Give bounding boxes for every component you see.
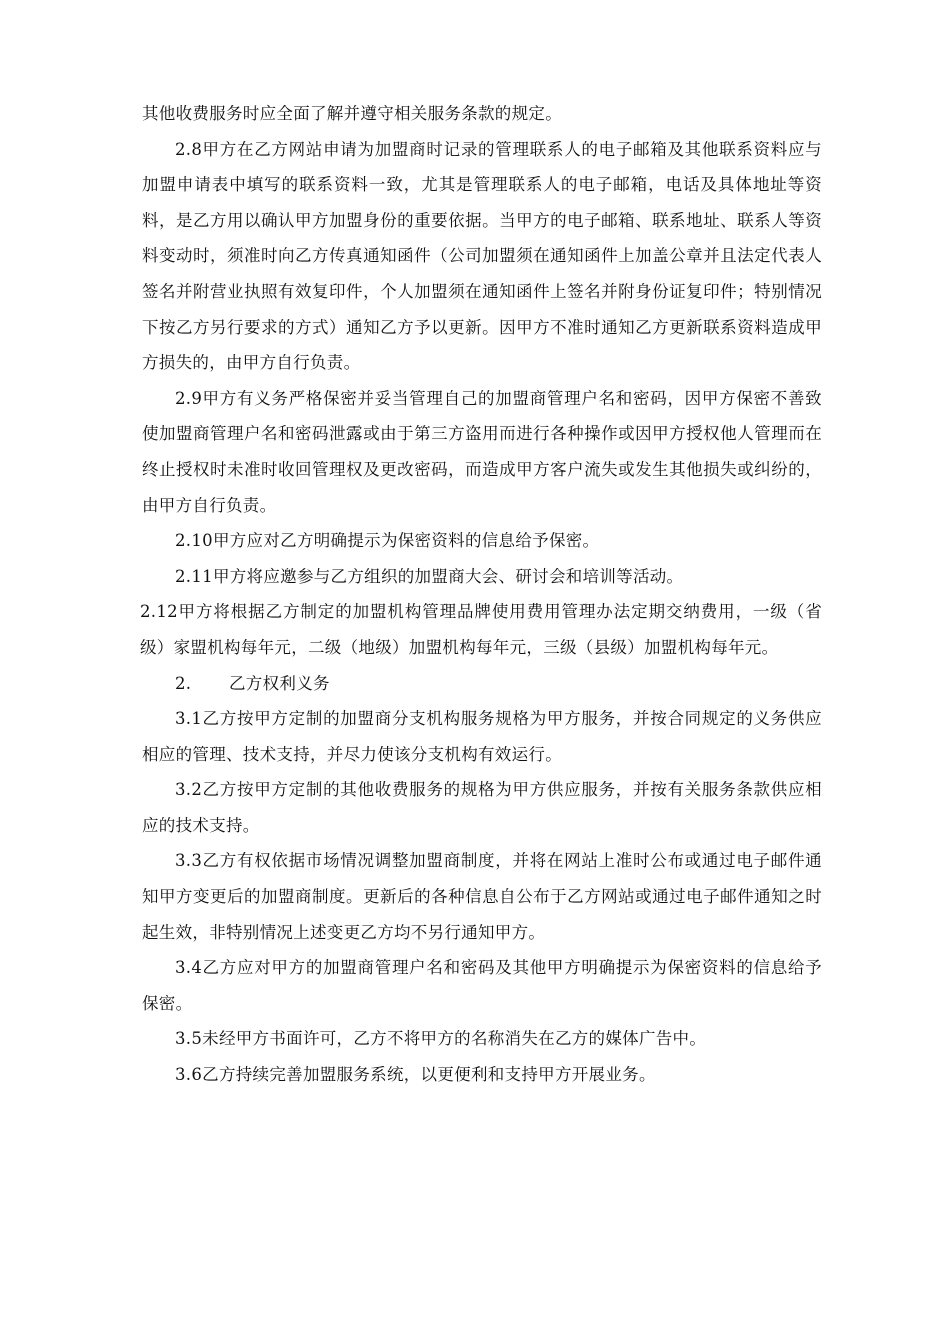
section-heading-party-b — [142, 666, 822, 702]
clause-3-6: 3.6乙方持续完善加盟服务系统，以更便利和支持甲方开展业务。 — [175, 1065, 656, 1085]
clause-2-11: 2.11甲方将应邀参与乙方组织的加盟商大会、研讨会和培训等活动。 — [175, 566, 684, 586]
section-title: 乙方权利义务 — [229, 673, 330, 693]
clause-2-8: 2.8甲方在乙方网站申请为加盟商时记录的管理联系人的电子邮箱及其他联系资料应与加盟申请表中填写的联系资料一致，尤其是管理联系人的电子邮箱，电话及具体地址等资料，是乙方用以确认甲方加盟身份的重要依据。当甲方的电子邮箱、联系地址、联系人等资料变动时，须准时向乙方传真通知函件（公司加盟须在通知函件上加盖公章并且法定代表人签名并附营业执照有效复印件，个人加盟须在通知函件上签名并附身份证复印件；特别情况下按乙方另行要求的方式）通知乙方予以更新。因甲方不准时通知乙方更新联系资料造成甲方损失的，由甲方自行负责。 — [142, 139, 822, 373]
clause-3-5: 3.5未经甲方书面许可，乙方不将甲方的名称消失在乙方的媒体广告中。 — [175, 1029, 707, 1049]
clause-2-9: 2.9甲方有义务严格保密并妥当管理自己的加盟商管理户名和密码，因甲方保密不善致使加盟商管理户名和密码泄露或由于第三方盗用而进行各种操作或因甲方授权他人管理而在终止授权时未准时收回管理权及更改密码，而造成甲方客户流失或发生其他损失或纠纷的，由甲方自行负责。 — [142, 388, 822, 515]
section-number: 2. — [175, 673, 192, 693]
clause-2-12: 2.12甲方将根据乙方制定的加盟机构管理品牌使用费用管理办法定期交纳费用，一级（省级）家盟机构每年元，二级（地级）加盟机构每年元，三级（县级）加盟机构每年元。 — [140, 602, 822, 657]
paragraph-intro-tail: 其他收费服务时应全面了解并遵守相关服务条款的规定。 — [142, 104, 562, 123]
document-page — [142, 96, 822, 1093]
clause-3-2: 3.2乙方按甲方定制的其他收费服务的规格为甲方供应服务，并按有关服务条款供应相应的技术支持。 — [142, 780, 822, 835]
clause-2-10: 2.10甲方应对乙方明确提示为保密资料的信息给予保密。 — [175, 531, 600, 551]
clause-3-3: 3.3乙方有权依据市场情况调整加盟商制度，并将在网站上准时公布或通过电子邮件通知甲方变更后的加盟商制度。更新后的各种信息自公布于乙方网站或通过电子邮件通知之时起生效，非特别情况上述变更乙方均不另行通知甲方。 — [142, 851, 822, 942]
clause-3-4: 3.4乙方应对甲方的加盟商管理户名和密码及其他甲方明确提示为保密资料的信息给予保密。 — [142, 958, 822, 1013]
clause-3-1: 3.1乙方按甲方定制的加盟商分支机构服务规格为甲方服务，并按合同规定的义务供应相应的管理、技术支持，并尽力使该分支机构有效运行。 — [142, 709, 822, 764]
